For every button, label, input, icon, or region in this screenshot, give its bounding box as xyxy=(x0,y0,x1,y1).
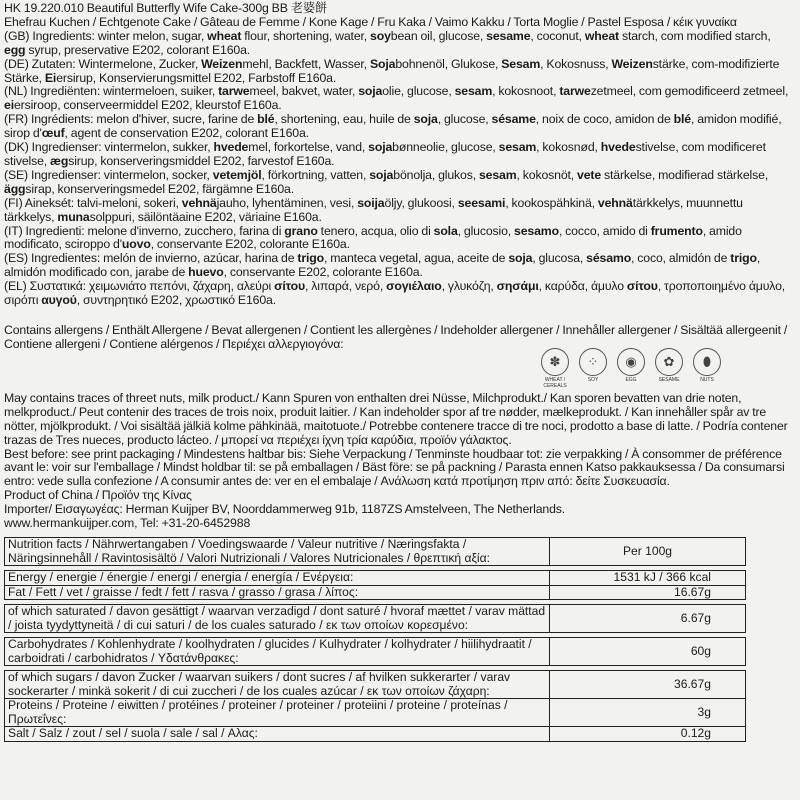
nutrition-row-proteins: Proteins / Proteine / eiwitten / protéines / proteiner / proteiner / proteiini / proteine / proteínas / Πρωτεΐνες: 3g xyxy=(5,699,746,727)
product-names: Ehefrau Kuchen / Echtgenote Cake / Gâteau de Femme / Kone Kage / Fru Kaka / Vaimo Kakku / Torta Moglie / Pastel Esposa / κέικ γυναίκα xyxy=(4,14,737,29)
best-before-text: Best before: see print packaging / Mindestens haltbar bis: Siehe Verpackung / Tenminste houdbaar tot: zie verpakking / À consommer de préférence avant le: voir sur l'emballage / Mindst holdbar til: se på emballagen / Bäst före: se på packning / Parasta ennen Katso pakkauksessa / Da consumarsi entro: vede sulla confezione / A consumir antes de: ver en el embalaje / Ανάλωση κατά προτίμηση πριν από: δείτε Συσκευασία. xyxy=(4,446,785,489)
ingredients-es: (ES) Ingredientes: melón de invierno, azúcar, harina de trigo, manteca vegetal, agua, aceite de soja, glucosa, sésamo, coco, almidón de trigo, almidón modificado con, jarabe de huevo, conservante E202, colorante E160a. xyxy=(4,251,761,280)
ingredients-gb: (GB) Ingredients: winter melon, sugar, wheat flour, shortening, water, soybean oil, glucose, sesame, coconut, wheat starch, com modified starch, egg syrup, preservative E202, colorant E160a. xyxy=(4,28,771,57)
traces-text: May contains traces of threet nuts, milk product./ Kann Spuren von enthalten drei Nüsse, Milchprodukt./ Kan sporen bevatten van drie noten, melkproduct./ Peut contenir des traces de trois noix, produit laitier. / Kan indeholder spor af tre nødder, mælkeprodukt. / Kan innehåller spår av tre nötter, mjölkprodukt. / Voi sisältää jälkiä kolme pähkinää, maitotuote./ Potrebbe contenere tracce di tre noci, prodotto a base di latte. / Podría contener trazas de Tres nueces, producto lácteo. / μπορεί να περιέχει ίχνη τρία καρύδια, προϊόν γάλακτος. xyxy=(4,390,788,447)
allergen-icons xyxy=(540,348,722,389)
sesame-icon: ✿ SESAME xyxy=(654,348,684,389)
ingredients-list xyxy=(4,30,794,308)
nuts-icon: ⬮ NUTS xyxy=(692,348,722,389)
origin-text: Product of China / Προϊόν της Κίνας xyxy=(4,488,192,503)
nutrition-header-row xyxy=(5,538,746,566)
nutrition-row-carbohydrates: Carbohydrates / Kohlenhydrate / koolhydraten / glucides / Kulhydrater / kolhydrater / hiilihydraatit / carboidrati / carbohidratos / Υδατάνθρακες: 60g xyxy=(5,638,746,666)
ingredients-el: (EL) Συστατικά: χειμωνιάτο πεπόνι, ζάχαρη, αλεύρι σίτου, λιπαρά, νερό, σογιέλαιο, γλυκόζη, σησάμι, καρύδα, άμυλο σίτου, τροποποιημένο άμυλο, σιρόπι αυγού, συντηρητικό E202, χρωστικό E160a. xyxy=(4,279,786,308)
nutrition-row-sugars: of which sugars / davon Zucker / waarvan suikers / dont sucres / af hvilken sukkerarter / varav sockerarter / minkä sokerit / di cui zuccheri / de los cuales azúcar / εκ των οποίων ζάχαρη: 36.67g xyxy=(5,671,746,699)
soy-icon: ⁘ SOY xyxy=(578,348,608,389)
ingredients-dk: (DK) Ingredienser: vintermelon, sukker, hvedemel, forkortelse, vand, sojabønneolie, glucose, sesam, kokosnød, hvedestivelse, com modificeret stivelse, ægsirup, konserveringsmiddel E202, farvestof E160a. xyxy=(4,140,766,168)
nutrition-header-label: Nutrition facts / Nährwertangaben / Voedingswaarde / Valeur nutritive / Næringsfakta / Näringsinnehåll / Ravintosisältö / Valori Nutrizionali / Valores Nutricionales / θρεπτική αξία: xyxy=(5,538,550,566)
allergens-section xyxy=(4,324,794,388)
nutrition-row-fat: Fat / Fett / vet / graisse / fedt / fett / rasva / grasso / grasa / λίπος: 16.67g xyxy=(5,585,746,600)
allergens-text: Contains allergens / Enthält Allergene / Bevat allergenen / Contient les allergènes / Indeholder allergener / Innehåller allergener / Sisältää allergeenit / Contiene allergeni / Contiene alérgenos / Περιέχει αλλεργιογόνα: xyxy=(4,322,788,351)
ingredients-de: (DE) Zutaten: Wintermelone, Zucker, Weizenmehl, Backfett, Wasser, Sojabohnenöl, Glukose, Sesam, Kokosnuss, Weizenstärke, com-modifizierte Stärke, Eiersirup, Konservierungsmittel E202, Farbstoff E160a. xyxy=(4,56,780,85)
nutrition-row-energy: Energy / energie / énergie / energi / energia / energía / Ενέργεια: 1531 kJ / 366 kcal xyxy=(5,571,746,586)
product-title: HK 19.220.010 Beautiful Butterfly Wife Cake-300g BB 老婆餅 xyxy=(4,1,328,15)
nutrition-header-value: Per 100g xyxy=(550,538,746,566)
nutrition-row-salt: Salt / Salz / zout / sel / suola / sale / sal / Αλας: 0.12g xyxy=(5,727,746,742)
ingredients-se: (SE) Ingredienser: vintermelon, socker, vetemjöl, förkortning, vatten, sojabönolja, glukos, sesam, kokosnöt, vete stärkelse, modifierad stärkelse, äggsirap, konserveringsmedel E202, färgämne E160a. xyxy=(4,167,769,196)
ingredients-it: (IT) Ingredienti: melone d'inverno, zucchero, farina di grano tenero, acqua, olio di sola, glucosio, sesamo, cocco, amido di frumento, amido modificato, sciroppo d'uovo, conservante E202, colorante E160a. xyxy=(4,223,742,252)
ingredients-fi: (FI) Aineksét: talvi-meloni, sokeri, vehnäjauho, lyhentäminen, vesi, soijaöljy, glukoosi, seesami, kookospähkinä, vehnätärkkelys, muunnettu tärkkelys, munasolppuri, säilöntäaine E202, väriaine E160a. xyxy=(4,195,743,224)
wheat-icon: ✽ WHEAT / CEREALS xyxy=(540,348,570,389)
egg-icon: ◉ EGG xyxy=(616,348,646,389)
ingredients-fr: (FR) Ingrédients: melon d'hiver, sucre, farine de blé, shortening, eau, huile de soja, glucose, sésame, noix de coco, amidon de blé, amidon modifié, sirop d'œuf, agent de conservation E202, colorant E160a. xyxy=(4,112,782,141)
nutrition-table xyxy=(4,537,746,742)
ingredients-nl: (NL) Ingrediënten: wintermeloen, suiker, tarwemeel, bakvet, water, sojaolie, glucose, sesam, kokosnoot, tarwezetmeel, com gemodificeerd zetmeel, eiersiroop, conserveermiddel E202, kleurstof E160a. xyxy=(4,84,789,113)
contact-text: www.hermankuijper.com, Tel: +31-20-6452988 xyxy=(4,516,251,531)
importer-text: Importer/ Εισαγωγέας: Herman Kuijper BV, Noorddammerweg 91b, 1187ZS Amstelveen, The Netherlands. xyxy=(4,502,566,517)
nutrition-row-saturated: of which saturated / davon gesättigt / waarvan verzadigd / dont saturé / hvoraf mættet / varav mättad / joista tyydyttyneitä / di cui saturi / de los cuales saturado / εκ των οποίων κορεσμένο: 6.67g xyxy=(5,605,746,633)
